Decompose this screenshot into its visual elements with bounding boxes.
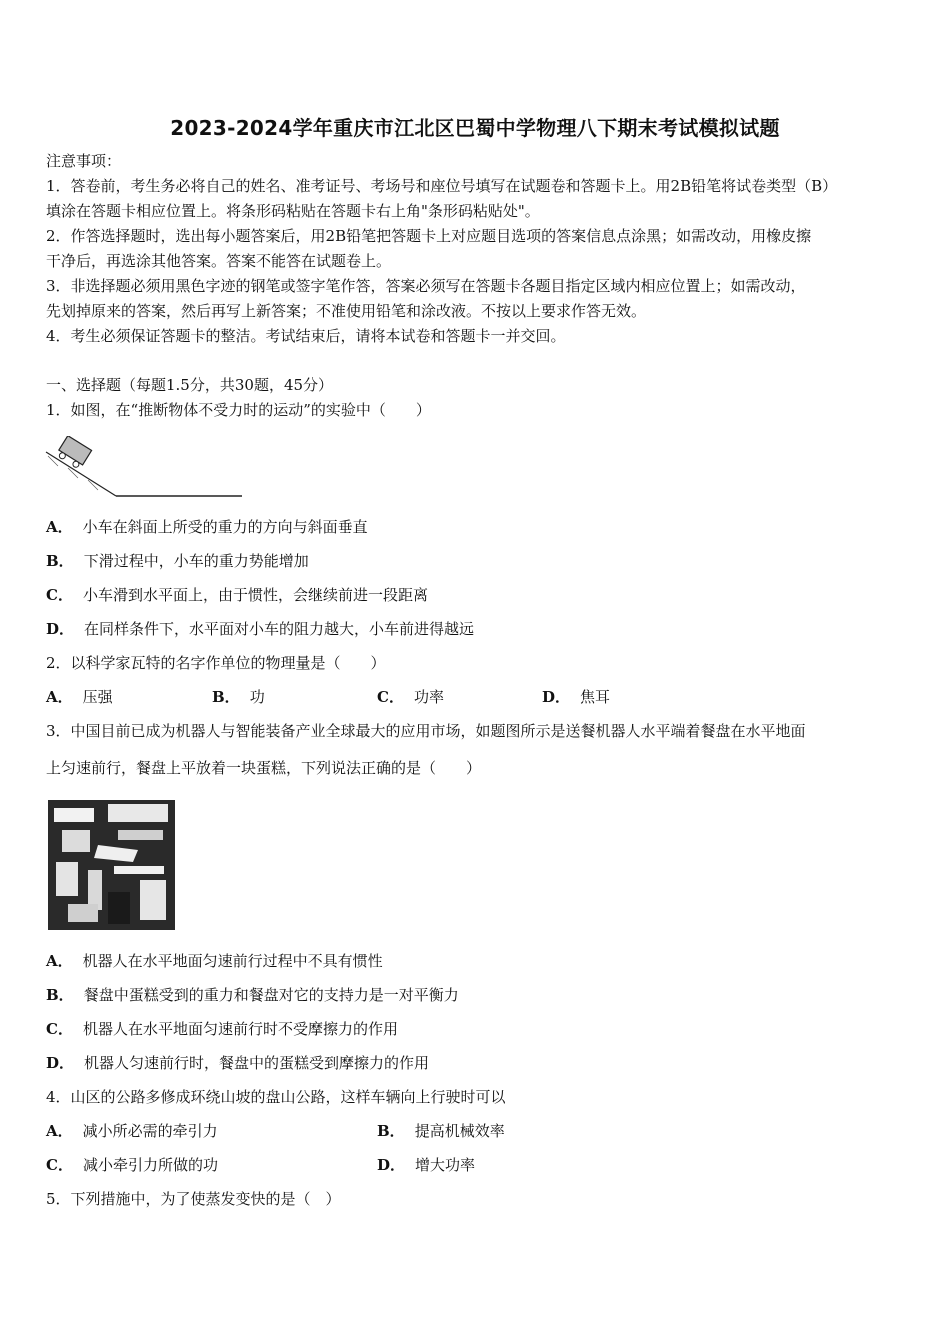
- section-heading: 一、选择题（每题1.5分，共30题，45分）: [46, 376, 334, 394]
- option-label: B．: [212, 688, 240, 706]
- question-1-option-d: [46, 618, 906, 640]
- option-label: C．: [377, 688, 404, 706]
- option-text: 功率: [413, 688, 444, 706]
- option-text: 机器人在水平地面匀速前行时不受摩擦力的作用: [82, 1020, 398, 1038]
- question-4-option-c: [46, 1154, 218, 1176]
- question-4-option-a: [46, 1120, 218, 1142]
- question-2-stem: 2．以科学家瓦特的名字作单位的物理量是（ ）: [46, 654, 386, 672]
- notice-line: 先划掉原来的答案，然后再写上新答案；不准使用铅笔和涂改液。不按以上要求作答无效。: [46, 302, 647, 320]
- option-text: 小车滑到水平面上，由于惯性，会继续前进一段距离: [82, 586, 428, 604]
- notice-line: 1．答卷前，考生务必将自己的姓名、准考证号、考场号和座位号填写在试题卷和答题卡上。用2B铅笔将试卷类型（B）: [46, 177, 838, 195]
- question-3-option-a: [46, 950, 906, 972]
- question-1-stem: 1．如图，在“推断物体不受力时的运动”的实验中（ ）: [46, 401, 431, 419]
- question-2-option-a: [46, 686, 113, 708]
- question-4-option-b: [377, 1120, 505, 1142]
- question-2-option-c: [377, 686, 444, 708]
- question-1-option-b: [46, 550, 906, 572]
- option-label: B．: [46, 552, 74, 570]
- option-text: 功: [249, 688, 265, 706]
- question-1-option-a: [46, 516, 906, 538]
- question-5-stem: 5．下列措施中，为了使蒸发变快的是（ ）: [46, 1190, 341, 1208]
- option-text: 焦耳: [580, 688, 611, 706]
- option-text: 减小牵引力所做的功: [82, 1156, 218, 1174]
- option-text: 机器人在水平地面匀速前行过程中不具有惯性: [82, 952, 383, 970]
- question-2-option-d: [542, 686, 610, 708]
- option-label: D．: [46, 620, 75, 638]
- option-label: C．: [46, 1156, 73, 1174]
- notice-line: 填涂在答题卡相应位置上。将条形码粘贴在答题卡右上角"条形码粘贴处"。: [46, 202, 540, 220]
- question-3-stem-line2: 上匀速前行，餐盘上平放着一块蛋糕，下列说法正确的是（ ）: [46, 759, 482, 777]
- notice-line: 干净后，再选涂其他答案。答案不能答在试题卷上。: [46, 252, 392, 270]
- option-text: 小车在斜面上所受的重力的方向与斜面垂直: [82, 518, 368, 536]
- question-1-option-c: [46, 584, 906, 606]
- option-text: 提高机械效率: [414, 1122, 505, 1140]
- option-label: A．: [46, 1122, 73, 1140]
- option-label: B．: [46, 986, 74, 1004]
- option-label: C．: [46, 586, 73, 604]
- option-label: D．: [377, 1156, 406, 1174]
- serving-robot-photo: [48, 800, 175, 930]
- option-label: B．: [377, 1122, 405, 1140]
- option-text: 在同样条件下，水平面对小车的阻力越大，小车前进得越远: [84, 620, 475, 638]
- option-label: C．: [46, 1020, 73, 1038]
- incline-cart-figure: [44, 436, 244, 502]
- notice-line: 3．非选择题必须用黑色字迹的钢笔或签字笔作答，答案必须写在答题卡各题目指定区域内相应位置上；如需改动，: [46, 277, 806, 295]
- option-text: 减小所必需的牵引力: [82, 1122, 218, 1140]
- question-3-option-c: [46, 1018, 906, 1040]
- exam-title: 2023-2024学年重庆市江北区巴蜀中学物理八下期末考试模拟试题: [170, 116, 780, 140]
- option-label: D．: [542, 688, 571, 706]
- option-label: A．: [46, 688, 73, 706]
- option-label: A．: [46, 952, 73, 970]
- notice-heading: 注意事项：: [46, 152, 122, 170]
- option-label: A．: [46, 518, 73, 536]
- question-3-option-d: [46, 1052, 906, 1074]
- question-2-option-b: [212, 686, 265, 708]
- option-text: 餐盘中蛋糕受到的重力和餐盘对它的支持力是一对平衡力: [83, 986, 459, 1004]
- option-text: 增大功率: [415, 1156, 476, 1174]
- question-4-stem: 4．山区的公路多修成环绕山坡的盘山公路，这样车辆向上行驶时可以: [46, 1088, 506, 1106]
- option-label: D．: [46, 1054, 75, 1072]
- question-4-option-d: [377, 1154, 475, 1176]
- option-text: 下滑过程中，小车的重力势能增加: [83, 552, 309, 570]
- notice-line: 2．作答选择题时，选出每小题答案后，用2B铅笔把答题卡上对应题目选项的答案信息点涂黑；如需改动，用橡皮擦: [46, 227, 812, 245]
- option-text: 机器人匀速前行时，餐盘中的蛋糕受到摩擦力的作用: [84, 1054, 430, 1072]
- notice-line: 4．考生必须保证答题卡的整洁。考试结束后，请将本试卷和答题卡一并交回。: [46, 327, 566, 345]
- option-text: 压强: [82, 688, 113, 706]
- question-3-stem-line1: 3．中国目前已成为机器人与智能装备产业全球最大的应用市场，如题图所示是送餐机器人水平端着餐盘在水平地面: [46, 722, 806, 740]
- question-3-option-b: [46, 984, 906, 1006]
